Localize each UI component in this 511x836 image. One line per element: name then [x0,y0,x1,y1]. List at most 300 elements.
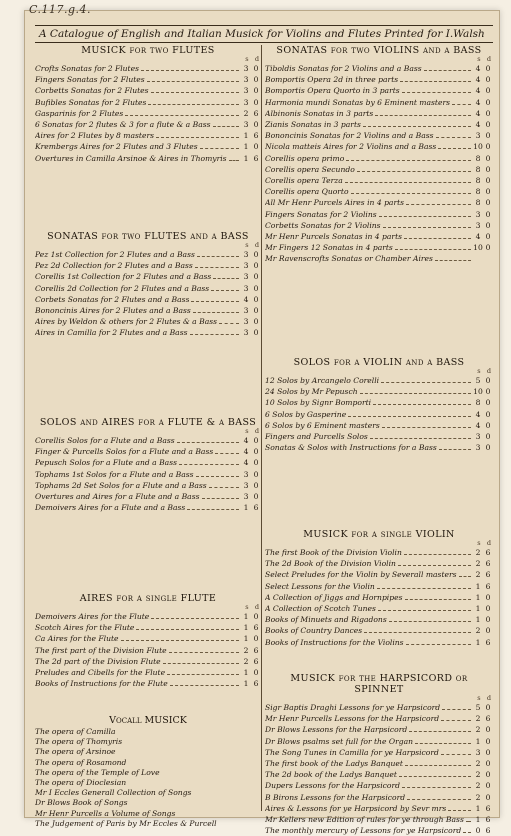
entry-title: Fingers Sonatas for 2 Flutes [35,75,145,85]
left-column [35,45,261,828]
price-shillings: 8 [475,153,481,163]
dotted-leader [406,204,471,205]
dotted-leader [402,92,471,93]
entry-title: Pepusch Solos for a Flute and a Bass [35,458,178,468]
vocal-item: The opera of Camilla [35,727,116,736]
price-shillings: 4 [475,232,481,242]
catalogue-section [35,231,261,339]
catalogue-entry [35,283,261,294]
catalogue-entry [265,431,493,442]
dotted-leader [395,249,471,250]
pence-header: d [486,694,491,702]
right-column [265,45,493,836]
catalogue-entry [265,769,493,780]
catalogue-entry [265,724,493,735]
catalogue-entry [265,592,493,603]
catalogue-entry [265,702,493,713]
section-title: AIRES for a single FLUTE [79,593,217,604]
entry-title: Aires & Lessons for ye Harpsicord by Sevr mrs [265,803,447,813]
price-column-headers [265,368,493,375]
catalogue-entry [35,119,261,130]
dotted-leader [348,416,471,417]
catalogue-entry [35,130,261,141]
price-shillings: 3 [475,220,481,230]
price-shillings: 2 [475,714,481,724]
price-pence: 0 [253,668,259,678]
catalogue-entry [35,74,261,85]
catalogue-entry [265,85,493,96]
catalogue-entry [265,108,493,119]
entry-title: Mr Kellers new Edition of rules for ye through Bass [265,815,464,825]
entry-title: The first part of the Division Flute [35,645,167,655]
vocal-item: The opera of Rosamond [35,757,127,767]
price-pence: 0 [253,492,259,502]
catalogue-entry [35,622,261,633]
entry-title: Select Preludes for the Violin by Severall masters [265,570,457,580]
price-pence: 0 [485,604,491,614]
catalogue-entry [265,713,493,724]
entry-title: Bufibles Sonatas for 2 Flutes [35,97,147,107]
dotted-leader [169,652,239,653]
price-pence: 0 [485,725,491,735]
catalogue-section [265,529,493,648]
entry-title: 6 Solos by 6 Eminent masters [265,420,380,430]
price-shillings: 3 [243,75,249,85]
dotted-leader [404,238,471,239]
dotted-leader [197,256,239,257]
price-pence: 0 [253,261,259,271]
entry-title: Mr Henr Purcells Lessons for the Harpsicord [265,714,440,724]
price-pence: 6 [485,548,491,557]
shillings-header: s [245,427,249,435]
price-shillings: 2 [243,645,249,655]
section-title: MUSICK for two FLUTES [81,45,215,56]
entry-title: Fingers Sonatas for 2 Violins [265,209,377,219]
price-pence: 0 [485,376,491,385]
dotted-leader [398,565,471,566]
price-pence: 0 [253,250,259,259]
price-shillings: 8 [475,164,481,174]
catalogue-entry [265,603,493,614]
catalogue-entry [35,656,261,667]
price-pence: 6 [253,131,259,141]
shillings-header: s [477,694,481,702]
price-shillings: 1 [475,815,481,825]
pence-header: d [486,367,491,375]
pence-header: d [486,539,491,547]
price-shillings: 2 [475,781,481,791]
dotted-leader [351,193,471,194]
catalogue-entry [265,386,493,397]
price-shillings: 10 [473,142,483,152]
entry-title: Preludes and Cibells for the Flute [35,668,166,678]
price-shillings: 3 [243,306,249,316]
dotted-leader [219,323,239,324]
price-pence: 0 [485,387,491,397]
price-shillings: 1 [243,612,249,621]
price-shillings: 1 [475,803,481,813]
price-shillings: 2 [475,570,481,580]
dotted-leader [406,644,471,645]
shillings-header: s [477,55,481,63]
catalogue-entry [35,678,261,689]
dotted-leader [363,126,471,127]
entry-title: Corellis opera Quorto [265,187,349,197]
pence-header: d [254,241,259,249]
entry-title: The 2d part of the Division Flute [35,656,161,666]
dotted-leader [345,182,471,183]
entry-title: A Collection of Jiggs and Hornpipes [265,592,403,602]
dotted-leader [405,599,472,600]
price-pence: 0 [253,306,259,316]
catalogue-entry [265,581,493,592]
price-pence: 6 [485,570,491,580]
entry-title: Tiboldis Sonatas for 2 Violins and a Bass [265,64,422,73]
entry-title: Aires for 2 Flutes by 8 masters [35,131,154,141]
entry-title: Tophams 1st Solos for a Flute and a Bass [35,469,194,479]
price-pence: 6 [485,714,491,724]
dotted-leader [463,832,471,833]
price-pence: 0 [485,86,491,96]
vocal-item: Mr Henr Purcells a Volume of Songs [35,808,176,818]
dotted-leader [389,621,471,622]
price-pence: 6 [485,826,491,836]
dotted-leader [179,464,239,465]
catalogue-section [35,45,261,164]
price-shillings: 4 [475,86,481,96]
catalogue-section [265,673,493,836]
price-pence: 0 [253,120,259,130]
dotted-leader [125,115,239,116]
catalogue-entry [265,375,493,386]
entry-title: Finger & Purcells Solos for a Flute and a Bass [35,447,214,457]
price-pence: 0 [485,792,491,802]
catalogue-entry [265,242,493,253]
dotted-leader [370,438,471,439]
price-shillings: 0 [475,826,481,836]
price-pence: 0 [253,447,259,457]
catalogue-section [35,417,261,513]
dotted-leader [148,104,239,105]
catalogue-entry [265,231,493,242]
price-pence: 6 [485,815,491,825]
price-shillings: 4 [243,447,249,457]
entry-title: Dupers Lessons for the Harpsicord [265,781,400,791]
price-column-headers [265,56,493,63]
price-pence: 6 [485,637,491,647]
price-pence: 0 [485,420,491,430]
dotted-leader [202,498,239,499]
price-pence: 6 [485,803,491,813]
catalogue-entry [265,175,493,186]
price-pence: 6 [253,503,259,513]
price-column-headers [35,428,261,435]
dotted-leader [195,267,239,268]
entry-title: Books of Instructions for the Flute [35,679,168,689]
pence-header: d [254,427,259,435]
price-pence: 6 [253,108,259,118]
catalogue-entry [265,547,493,558]
column-divider [261,45,262,811]
price-shillings: 8 [475,176,481,186]
catalogue-entry [35,260,261,271]
dotted-leader [191,301,239,302]
section-title: MUSICK for the HARPSICORD or SPINNET [290,673,468,695]
catalogue-entry [265,397,493,408]
dotted-leader [141,70,239,71]
catalogue-entry [265,637,493,648]
price-shillings: 2 [475,626,481,636]
dotted-leader [400,81,471,82]
section-title: SONATAS for two FLUTES and a BASS [47,231,249,242]
entry-title: The Song Tunes in Camilla for ye Harpsicord [265,747,439,757]
price-shillings: 2 [475,770,481,780]
catalogue-entry [265,442,493,453]
catalogue-entry [265,164,493,175]
catalogue-section [35,715,261,829]
price-pence: 0 [253,328,259,338]
catalogue-section [265,45,493,265]
dotted-leader [360,393,471,394]
dotted-leader [438,148,471,149]
entry-title: 10 Solos by Signr Bomporti [265,398,372,408]
price-pence: 0 [485,176,491,186]
price-shillings: 4 [475,409,481,419]
shillings-header: s [245,55,249,63]
price-shillings: 2 [243,108,249,118]
catalogue-entry [35,271,261,282]
price-pence: 6 [485,581,491,591]
dotted-leader [147,81,239,82]
entry-title: Bononcinis Sonatas for 2 Violins and a Bass [265,131,434,141]
price-pence: 0 [485,703,491,712]
dotted-leader [213,278,239,279]
dotted-leader [151,618,239,619]
price-pence: 0 [485,243,491,253]
price-shillings: 2 [475,559,481,569]
entry-title: The first Book of the Division Violin [265,548,402,557]
catalogue-entry [265,186,493,197]
entry-title: Select Lessons for the Violin [265,581,375,591]
catalogue-entry [265,614,493,625]
entry-title: Overtures in Camilla Arsinoe & Aires in Thomyris [35,153,227,163]
catalogue-entry [265,409,493,420]
entry-title: Corbetts Sonatas for 2 Flutes [35,86,149,96]
price-pence: 6 [253,679,259,689]
dotted-leader [402,787,471,788]
dotted-leader [151,92,239,93]
price-shillings: 1 [243,679,249,689]
catalogue-entry [265,97,493,108]
price-pence: 0 [485,198,491,208]
dotted-leader [209,487,239,488]
price-pence: 6 [253,645,259,655]
price-column-headers [265,540,493,547]
price-shillings: 4 [475,420,481,430]
pence-header: d [254,55,259,63]
price-pence: 0 [485,736,491,746]
dotted-leader [215,453,239,454]
price-pence: 0 [485,781,491,791]
price-shillings: 4 [243,294,249,304]
dotted-leader [378,610,471,611]
entry-title: Corellis 2d Collection for 2 Flutes and a Bass [35,283,210,293]
catalogue-entry [35,305,261,316]
dotted-leader [409,731,471,732]
entry-title: 6 Solos by Gasperine [265,409,347,419]
dotted-leader [229,160,239,161]
price-shillings: 3 [243,469,249,479]
entry-title: Ca Aires for the Flute [35,634,119,644]
dotted-leader [121,640,239,641]
price-pence: 0 [485,187,491,197]
price-shillings: 3 [243,64,249,73]
catalogue-entry [265,420,493,431]
price-pence: 0 [485,626,491,636]
price-pence: 0 [485,409,491,419]
price-shillings: 3 [243,250,249,259]
price-shillings: 3 [475,209,481,219]
entry-title: Pez 1st Collection for 2 Flutes and a Bass [35,250,195,259]
price-pence: 6 [485,559,491,569]
price-shillings: 8 [475,398,481,408]
dotted-leader [211,290,239,291]
catalogue-entry [265,130,493,141]
catalogue-entry [265,758,493,769]
vocal-item: The opera of the Temple of Love [35,767,160,777]
price-shillings: 5 [475,703,481,712]
section-title: SOLOS for a VIOLIN and a BASS [293,357,465,368]
pence-header: d [486,55,491,63]
price-pence: 0 [253,75,259,85]
price-column-headers [35,56,261,63]
price-shillings: 2 [475,725,481,735]
catalogue-entry [265,736,493,747]
price-shillings: 3 [243,480,249,490]
entry-title: Nicola matteis Aires for 2 Violins and a Bass [265,142,437,152]
vocal-item: Mr I Eccles Generall Collection of Songs [35,788,192,798]
price-shillings: 4 [475,97,481,107]
entry-title: Books of Instructions for the Violins [265,637,404,647]
catalogue-entry [265,253,493,264]
price-pence: 0 [485,443,491,453]
catalogue-entry [265,780,493,791]
entry-title: Sigr Baptis Draghi Lessons for ye Harpsicord [265,703,441,712]
catalogue-entry [265,220,493,231]
entry-title: Corbetts Sonatas for 2 Violins [265,220,381,230]
entry-title: Mr Fingers 12 Sonatas in 4 parts [265,243,393,253]
dotted-leader [415,743,471,744]
entry-title: Books of Country Dances [265,626,363,636]
price-pence: 0 [253,142,259,152]
price-pence: 0 [253,634,259,644]
price-shillings: 2 [243,656,249,666]
price-shillings: 4 [475,64,481,73]
catalogue-entry [265,569,493,580]
price-shillings: 2 [475,548,481,557]
entry-title: Bomportis Opera Quorto in 3 parts [265,86,400,96]
entry-title: All Mr Henr Purcels Aires in 4 parts [265,198,405,208]
catalogue-entry [265,153,493,164]
page-title: A Catalogue of English and Italian Musick for Violins and Flutes Printed for I.Walsh [35,25,493,43]
entry-title: Mr Ravenscrofts Sonatas or Chamber Aires [265,254,433,264]
shillings-header: s [245,603,249,611]
dotted-leader [375,115,471,116]
dotted-leader [364,632,471,633]
shillings-header: s [477,367,481,375]
entry-title: Mr Henr Purcels Sonatas in 4 parts [265,232,403,242]
entry-title: Fingers and Purcells Solos [265,432,368,442]
price-shillings: 3 [243,120,249,130]
price-pence: 0 [253,469,259,479]
entry-title: Gasparinis for 2 Flutes [35,108,124,118]
price-shillings: 1 [243,131,249,141]
entry-title: Corellis opera primo [265,153,345,163]
price-pence: 0 [253,283,259,293]
catalogue-entry [35,327,261,338]
price-shillings: 3 [243,492,249,502]
catalogue-entry [265,558,493,569]
dotted-leader [459,576,471,577]
entry-title: Aires by Weldon & others for 2 Flutes & a Bass [35,317,218,327]
entry-title: The first book of the Ladys Banquet [265,759,403,769]
dotted-leader [379,216,471,217]
price-column-headers [35,242,261,249]
price-pence: 0 [253,612,259,621]
dotted-leader [346,160,471,161]
dotted-leader [163,663,239,664]
dotted-leader [407,799,471,800]
entry-title: Sonatas & Solos with Instructions for a Bass [265,443,437,453]
price-pence: 6 [253,623,259,633]
entry-title: Scotch Aires for the Flute [35,623,135,633]
dotted-leader [381,382,471,383]
dotted-leader [193,312,239,313]
catalogue-entry [265,63,493,74]
price-pence: 0 [485,398,491,408]
vocal-item: Dr Blows Book of Songs [35,798,128,808]
section-title: Vocall MUSICK [109,715,187,726]
entry-title: Crofts Sonatas for 2 Flutes [35,64,139,73]
catalogue-entry [35,502,261,513]
catalogue-entry [35,316,261,327]
dotted-leader [357,171,471,172]
catalogue-entry [35,249,261,260]
entry-title: Dr Blows psalms set full for the Organ [265,736,413,746]
price-pence: 0 [485,75,491,85]
catalogue-entry [35,667,261,678]
entry-title: Demoivers Aires for the Flute [35,612,150,621]
price-pence: 0 [485,64,491,73]
price-pence: 0 [253,480,259,490]
dotted-leader [383,227,471,228]
price-pence: 0 [485,220,491,230]
vocal-item: The opera of Arsinoe [35,747,116,757]
section-title: MUSICK for a single VIOLIN [303,529,455,540]
price-pence: 0 [485,209,491,219]
catalogue-entry [35,611,261,622]
price-shillings: 4 [475,75,481,85]
entry-title: Albinonis Sonatas in 3 parts [265,108,374,118]
price-pence: 0 [485,770,491,780]
dotted-leader [441,720,471,721]
price-pence: 0 [485,97,491,107]
price-pence: 0 [485,592,491,602]
catalogue-entry [35,645,261,656]
entry-title: 6 Sonatas for 2 flutes & 3 for a flute & a Bass [35,120,211,130]
price-shillings: 3 [475,443,481,453]
dotted-leader [399,776,471,777]
